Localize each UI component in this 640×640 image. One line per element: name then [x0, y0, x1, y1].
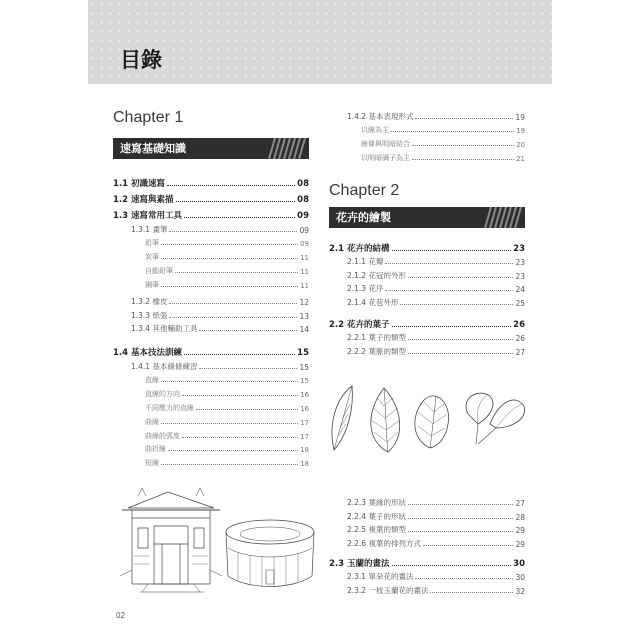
toc-entry-page: 15	[297, 348, 309, 359]
toc-entry-page: 17	[300, 418, 309, 427]
toc-entry[interactable]	[329, 343, 525, 357]
toc-entry-label: 2.1.3 花序	[347, 284, 384, 294]
toc-entry[interactable]	[329, 553, 525, 569]
toc-entry-label: 短線	[145, 459, 159, 468]
dot-leader	[430, 590, 513, 593]
toc-entry-page: 13	[299, 311, 309, 321]
toc-entry[interactable]	[113, 189, 309, 205]
toc-entry-page: 09	[300, 240, 309, 249]
toc-entry-page: 09	[299, 225, 309, 235]
toc-entry-page: 11	[300, 281, 309, 290]
toc-entry[interactable]	[113, 358, 309, 372]
dot-leader	[408, 351, 513, 354]
dot-leader	[400, 302, 513, 305]
toc-entry[interactable]	[329, 314, 525, 330]
toc-entry-label: 2.2.6 複葉的排列方式	[347, 538, 421, 548]
toc-entry[interactable]	[113, 248, 309, 262]
toc-entry-label: 1.3.1 畫筆	[131, 224, 168, 234]
toc-entry[interactable]	[329, 149, 525, 163]
toc-entry-label: 1.2 速寫與素描	[113, 195, 174, 205]
toc-entry[interactable]	[329, 508, 525, 522]
toc-entry-page: 32	[515, 586, 525, 596]
toc-entry-page: 26	[515, 334, 525, 344]
dot-leader	[167, 183, 295, 186]
toc-entry-page: 20	[516, 141, 525, 150]
toc-entry-label: 1.4.2 基本表現形式	[347, 111, 414, 121]
toc-entry[interactable]	[329, 535, 525, 549]
architecture-sketch-illustration	[118, 484, 318, 594]
chapter-heading: Chapter 1	[113, 109, 184, 126]
toc-entry-page: 23	[515, 258, 525, 268]
dot-leader	[408, 529, 513, 532]
toc-entry[interactable]	[113, 173, 309, 189]
toc-entry-label: 不同壓力的直線	[145, 404, 194, 413]
toc-entry-page: 11	[300, 267, 309, 276]
toc-entry[interactable]	[329, 495, 525, 509]
dot-leader	[175, 270, 298, 273]
dot-leader	[184, 352, 295, 355]
dot-leader	[408, 516, 513, 519]
toc-entry[interactable]	[329, 281, 525, 295]
toc-entry[interactable]	[329, 294, 525, 308]
toc-entry-page: 17	[300, 432, 309, 441]
toc-entry[interactable]	[329, 582, 525, 596]
toc-entry-label: 線條與明暗結合	[361, 140, 410, 149]
toc-entry-label: 1.3.4 其他輔助工具	[131, 324, 198, 334]
dot-leader	[408, 275, 513, 278]
dot-leader	[161, 284, 298, 287]
toc-entry[interactable]	[113, 413, 309, 427]
dot-leader	[196, 407, 298, 410]
toc-entry[interactable]	[113, 307, 309, 321]
toc-entry-page: 18	[300, 460, 309, 469]
toc-entry-page: 15	[299, 362, 309, 372]
dot-leader	[392, 563, 512, 566]
toc-entry[interactable]	[113, 399, 309, 413]
toc-entry-page: 25	[515, 298, 525, 308]
dot-leader	[391, 129, 514, 132]
toc-entry-page: 21	[516, 154, 525, 163]
dot-leader	[412, 143, 514, 146]
toc-entry-page: 12	[299, 298, 309, 308]
toc-entry[interactable]	[113, 221, 309, 235]
toc-header	[88, 0, 552, 84]
toc-entry-label: 2.2 花卉的葉子	[329, 319, 390, 330]
toc-entry-page: 28	[515, 512, 525, 522]
dot-leader	[182, 435, 298, 438]
toc-entry-label: 1.3 速寫常用工具	[113, 211, 183, 221]
dot-leader	[161, 379, 298, 382]
toc-entry-label: 1.4.1 基本線條練習	[131, 361, 198, 371]
toc-entry[interactable]	[329, 135, 525, 149]
toc-list-left	[113, 173, 309, 468]
chapter-heading: Chapter 2	[329, 181, 400, 199]
toc-entry-label: 2.3 玉蘭的畫法	[329, 558, 390, 569]
chapter-banner-title: 速寫基礎知識	[120, 142, 186, 155]
dot-leader	[408, 337, 513, 340]
toc-entry-label: 2.2.2 葉脈的類型	[347, 346, 406, 356]
toc-entry-label: 以線為主	[361, 126, 389, 135]
toc-entry-page: 23	[515, 271, 525, 281]
toc-entry-page: 26	[513, 319, 525, 330]
toc-entry-page: 15	[300, 377, 309, 386]
toc-entry[interactable]	[113, 321, 309, 335]
dot-leader	[423, 543, 513, 546]
toc-list-right-a	[329, 238, 525, 357]
toc-entry-label: 2.1.4 花苞外形	[347, 297, 399, 307]
toc-entry[interactable]	[113, 342, 309, 358]
page-number: 02	[116, 611, 125, 620]
toc-entry-page: 16	[300, 391, 309, 400]
toc-entry-page: 19	[515, 112, 525, 122]
dot-leader	[412, 157, 514, 160]
chapter-banner	[329, 207, 525, 228]
dot-leader	[161, 421, 298, 424]
toc-entry[interactable]	[113, 262, 309, 276]
toc-entry[interactable]	[113, 385, 309, 399]
toc-entry[interactable]	[113, 294, 309, 308]
toc-entry[interactable]	[329, 108, 525, 122]
dot-leader	[161, 256, 298, 259]
toc-entry[interactable]	[113, 454, 309, 468]
dot-leader	[385, 261, 513, 264]
toc-entry-page: 27	[515, 499, 525, 509]
toc-entry[interactable]	[329, 569, 525, 583]
toc-entry-label: 1.1 初識速寫	[113, 179, 166, 189]
toc-entry-label: 2.1.1 花瓣	[347, 257, 384, 267]
toc-entry-label: 炭筆	[145, 253, 159, 262]
toc-entry-page: 30	[515, 573, 525, 583]
toc-entry-label: 1.3.2 橡皮	[131, 297, 168, 307]
toc-entry-label: 曲折線	[145, 445, 166, 454]
toc-entry[interactable]	[113, 372, 309, 386]
toc-entry-label: 鋼筆	[145, 280, 159, 289]
toc-entry[interactable]	[329, 238, 525, 254]
toc-entry-page: 29	[515, 526, 525, 536]
banner-stripes	[479, 207, 525, 228]
toc-entry-label: 2.1 花卉的結構	[329, 243, 390, 254]
toc-entry-label: 1.4 基本技法訓練	[113, 348, 183, 359]
toc-entry-page: 30	[513, 558, 525, 569]
toc-entry[interactable]	[329, 254, 525, 268]
toc-entry-page: 09	[297, 211, 309, 221]
toc-entry-label: 2.2.1 葉子的類型	[347, 333, 406, 343]
dot-leader	[415, 116, 513, 119]
banner-stripes	[263, 138, 309, 159]
toc-entry-label: 鉛筆	[145, 239, 159, 248]
dot-leader	[161, 462, 298, 465]
toc-entry[interactable]	[113, 205, 309, 221]
dot-leader	[176, 199, 296, 202]
toc-entry-page: 11	[300, 254, 309, 263]
toc-entry-label: 2.3.2 一枝玉蘭花的畫法	[347, 585, 429, 595]
dot-leader	[169, 315, 297, 318]
toc-entry-page: 08	[297, 179, 309, 189]
toc-entry-label: 以明暗調子為主	[361, 153, 410, 162]
toc-entry-label: 曲線	[145, 417, 159, 426]
toc-entry-page: 27	[515, 347, 525, 357]
toc-entry-page: 16	[300, 405, 309, 414]
toc-entry[interactable]	[113, 441, 309, 455]
dot-leader	[408, 502, 513, 505]
toc-page	[88, 0, 552, 640]
toc-entry[interactable]	[113, 427, 309, 441]
toc-list-right-top	[329, 108, 525, 163]
dot-leader	[168, 448, 298, 451]
toc-entry[interactable]	[329, 330, 525, 344]
toc-entry-page: 23	[513, 243, 525, 254]
dot-leader	[169, 229, 297, 232]
toc-entry[interactable]	[329, 267, 525, 281]
toc-entry-label: 2.3.1 單朵花的畫法	[347, 572, 414, 582]
dot-leader	[184, 215, 295, 218]
dot-leader	[385, 288, 513, 291]
toc-list-right-b	[329, 495, 525, 596]
toc-entry-page: 14	[299, 325, 309, 335]
chapter-banner	[113, 138, 309, 159]
dot-leader	[169, 301, 297, 304]
dot-leader	[199, 328, 297, 331]
toc-entry-page: 24	[515, 285, 525, 295]
toc-entry[interactable]	[113, 276, 309, 290]
toc-entry-label: 2.2.4 葉子的形狀	[347, 511, 406, 521]
toc-column-left	[113, 108, 309, 468]
dot-leader	[415, 576, 513, 579]
toc-entry-page: 19	[516, 127, 525, 136]
dot-leader	[392, 248, 512, 251]
toc-entry-label: 直線	[145, 376, 159, 385]
toc-entry-label: 自動鉛筆	[145, 266, 173, 275]
leaf-sketches-illustration	[328, 384, 528, 454]
chapter-banner-title: 花卉的繪製	[336, 210, 391, 224]
toc-entry-label: 2.1.2 花冠的外形	[347, 270, 406, 280]
dot-leader	[161, 242, 298, 245]
page-title: 目錄	[120, 48, 162, 72]
toc-entry-label: 2.2.3 葉緣的形狀	[347, 498, 406, 508]
toc-entry-label: 1.3.3 紙張	[131, 310, 168, 320]
dot-leader	[392, 324, 512, 327]
toc-entry-label: 2.2.5 複葉的類型	[347, 525, 406, 535]
toc-entry-page: 18	[300, 446, 309, 455]
dot-leader	[182, 393, 298, 396]
toc-entry[interactable]	[329, 122, 525, 136]
dot-leader	[199, 366, 297, 369]
toc-entry[interactable]	[113, 235, 309, 249]
toc-entry[interactable]	[329, 522, 525, 536]
toc-entry-label: 直線的方向	[145, 390, 180, 399]
toc-entry-page: 08	[297, 195, 309, 205]
toc-entry-label: 曲線的弧度	[145, 431, 180, 440]
toc-entry-page: 29	[515, 539, 525, 549]
toc-column-right	[329, 108, 525, 596]
